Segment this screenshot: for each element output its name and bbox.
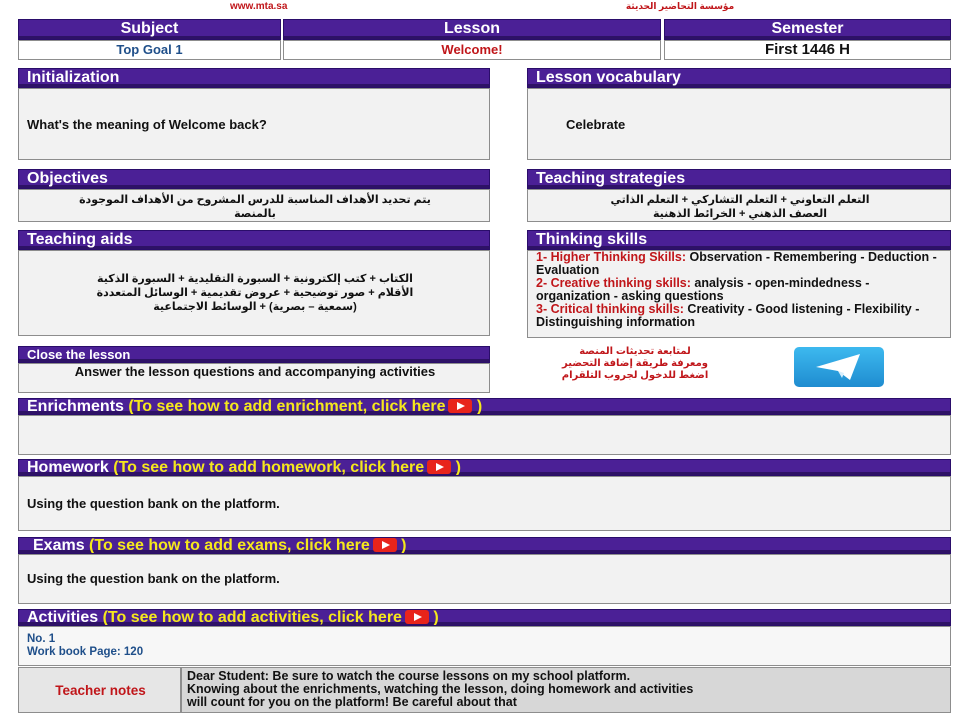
close-lesson-header: Close the lesson [18,346,490,363]
objectives-box [18,189,490,222]
teacher-notes-label: Teacher notes [55,683,146,698]
homework-text: Using the question bank on the platform. [27,496,280,511]
enrichments-link-close: ) [472,398,483,415]
objectives-line-1: يتم تحديد الأهداف المناسبة للدرس المشروح من الأهداف الموجودة [79,194,431,206]
close-lesson-box [18,363,490,393]
activities-box [18,626,951,666]
activities-line-2: Work book Page: 120 [27,646,144,658]
youtube-play-icon[interactable] [405,610,429,624]
creative-skills-text: analysis - open-mindedness - organization - asking questions [536,276,870,303]
aids-header: Teaching aids [18,230,490,250]
exams-text: Using the question bank on the platform. [27,571,280,586]
paper-plane-icon [794,347,884,387]
homework-box [18,476,951,531]
subject-header: Subject [18,19,281,40]
lesson-value: Welcome! [283,40,661,60]
telegram-line-1: لمتابعة تحديثات المنصة [579,346,691,357]
exams-header [18,537,951,554]
objectives-header: Objectives [18,169,490,189]
enrichments-header [18,398,951,415]
semester-header: Semester [664,19,951,40]
thinking-box [527,250,951,338]
homework-link-close: ) [451,459,461,476]
teacher-notes-line-3: will count for you on the platform! Be careful about that [187,695,517,709]
thinking-skills-list [536,251,941,329]
enrichments-title: Enrichments [27,398,124,415]
vocabulary-header: Lesson vocabulary [527,68,951,88]
close-lesson-text: Answer the lesson questions and accompanying activities [74,364,436,379]
telegram-line-2: ومعرفة طريقة إضافة التحضير [562,358,708,369]
homework-header [18,459,951,476]
youtube-play-icon[interactable] [427,460,451,474]
aids-line-3: (سمعية – بصرية) + الوسائط الاجتماعية [153,301,357,313]
creative-skills-label: 2- Creative thinking skills: [536,276,691,290]
strategies-line-1: التعلم التعاوني + التعلم التشاركي + التعلم الذاتي [610,194,870,206]
strategies-line-2: العصف الذهني + الخرائط الذهنية [652,208,828,220]
aids-box [18,250,490,336]
youtube-play-icon[interactable] [448,399,472,413]
semester-value: First 1446 H [664,40,951,60]
telegram-text-block[interactable] [560,346,710,382]
activities-title: Activities [27,609,99,626]
initialization-header: Initialization [18,68,490,88]
critical-skills-text: Creativity - Good listening - Flexibility - Distinguishing information [536,302,920,329]
teacher-notes-line-2: Knowing about the enrichments, watching the lesson, doing homework and activities [187,682,694,696]
teacher-notes-line-1: Dear Student: Be sure to watch the course lessons on my school platform. [187,669,631,683]
higher-skills-label: 1- Higher Thinking Skills: [536,250,687,264]
thinking-header: Thinking skills [527,230,951,250]
exams-link[interactable]: (To see how to add exams, click here [84,537,370,554]
lesson-header: Lesson [283,19,661,40]
initialization-box [18,88,490,160]
activities-line-1: No. 1 [27,633,56,645]
exams-link-close: ) [396,537,407,554]
website-url[interactable]: www.mta.sa [230,1,288,12]
vocabulary-box [527,88,951,160]
strategies-header: Teaching strategies [527,169,951,189]
exams-box [18,554,951,604]
subject-value: Top Goal 1 [18,40,281,60]
foundation-name: مؤسسة التحاضير الحديثة [625,1,735,11]
aids-line-2: الأقلام + صور توضيحية + عروض تقديمية + الوسائل المتعددة [96,287,414,299]
objectives-line-2: بالمنصة [234,208,276,220]
activities-header [18,609,951,626]
youtube-play-icon[interactable] [373,538,397,552]
initialization-text: What's the meaning of Welcome back? [27,117,267,132]
higher-skills-text: Observation - Remembering - Deduction - Evaluation [536,250,937,277]
enrichments-link[interactable]: (To see how to add enrichment, click here [123,398,446,415]
teacher-notes-label-cell [18,667,181,713]
telegram-line-3: اضغط للدخول لجروب التلقرام [561,370,709,381]
strategies-box [527,189,951,222]
homework-link[interactable]: (To see how to add homework, click here [108,459,425,476]
teacher-notes-body [181,667,951,713]
activities-link-close: ) [428,609,439,626]
exams-title: Exams [33,537,85,554]
vocabulary-word: Celebrate [566,117,626,132]
telegram-icon[interactable] [794,347,884,387]
critical-skills-label: 3- Critical thinking skills: [536,302,684,316]
aids-line-1: الكتاب + كتب إلكترونية + السبورة التقليدية + السبورة الذكية [97,273,413,285]
homework-title: Homework [27,459,109,476]
activities-link[interactable]: (To see how to add activities, click here [98,609,402,626]
enrichments-box [18,415,951,455]
